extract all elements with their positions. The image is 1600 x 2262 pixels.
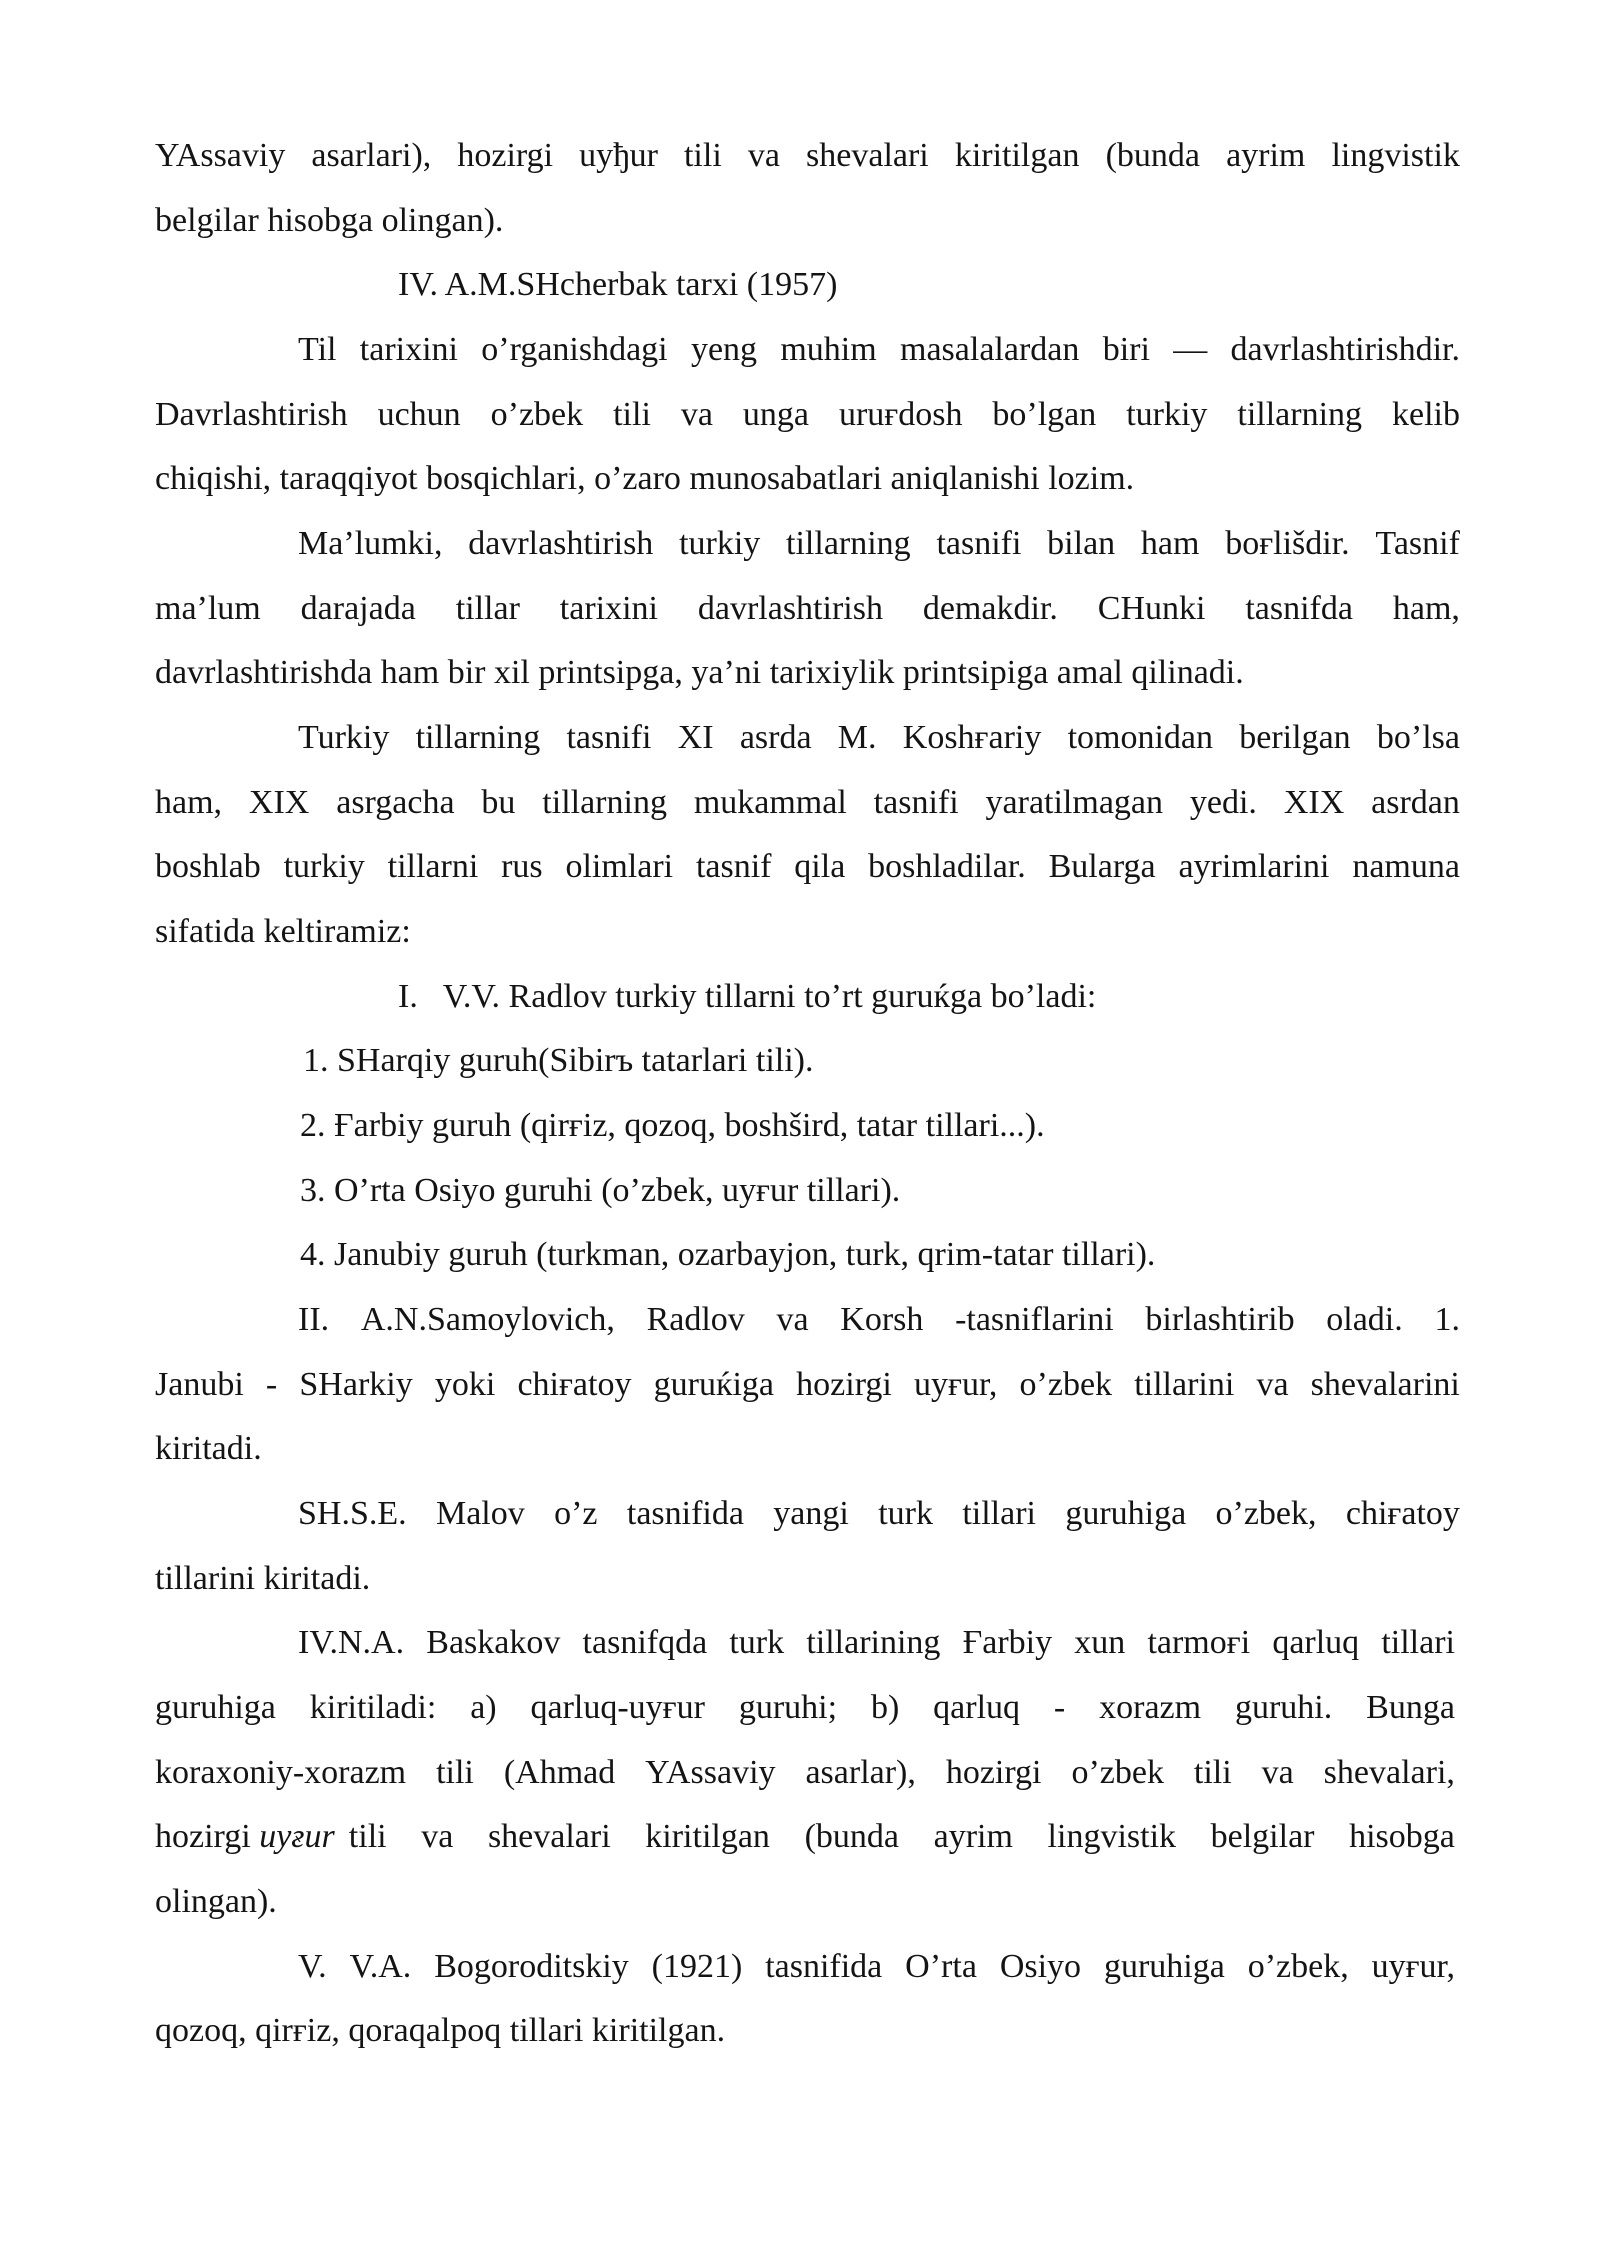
list-heading: I. V.V. Radlov turkiy tillarni to’rt guruќga bo’ladi: xyxy=(398,978,1097,1015)
text-line: IV.N.A. Baskakov tasnifqda turk tillarining Ғarbiy xun tarmoғi qarluq tillari xyxy=(298,1624,1455,1661)
list-item: 3. O’rta Osiyo guruhi (o’zbek, uyғur tillari). xyxy=(300,1172,901,1209)
text-line: Turkiy tillarning tasnifi XI asrda M. Koshғariy tomonidan berilgan bo’lsa xyxy=(298,719,1460,756)
text-line: guruhiga kiritiladi: a) qarluq-uyғur guruhi; b) qarluq - xorazm guruhi. Bunga xyxy=(155,1689,1455,1726)
list-item: 2. Ғarbiy guruh (qirғiz, qozoq, boshšird, tatar tillari...). xyxy=(300,1107,1045,1144)
text-line: SH.S.E. Malov o’z tasnifida yangi turk tillari guruhiga o’zbek, chiғatoy xyxy=(298,1495,1460,1532)
text-segment: tili va shevalari kiritilgan (bunda ayrim lingvistik belgilar hisobga xyxy=(348,1818,1455,1855)
text-line-mixed xyxy=(155,1817,1455,1857)
text-line: Davrlashtirish uchun o’zbek tili va unga uruғdosh bo’lgan turkiy tillarning kelib xyxy=(155,396,1460,433)
text-line: YAssaviy asarlari), hozirgi uyђur tili va shevalari kiritilgan (bunda ayrim lingvistik xyxy=(155,137,1460,174)
italic-word: uyғur xyxy=(259,1818,335,1855)
text-line: qozoq, qirғiz, qoraqalpoq tillari kiritilgan. xyxy=(155,2012,726,2049)
list-item: 1. SHarqiy guruh(Sibirъ tatarlari tili). xyxy=(303,1042,814,1079)
text-line: V. V.A. Bogoroditskiy (1921) tasnifida O’rta Osiyo guruhiga o’zbek, uyғur, xyxy=(298,1948,1455,1985)
text-line: ma’lum darajada tillar tarixini davrlashtirish demakdir. CHunki tasnifda ham, xyxy=(155,590,1460,627)
text-line: boshlab turkiy tillarni rus olimlari tasnif qila boshladilar. Bularga ayrimlarini namuna xyxy=(155,848,1460,885)
section-heading: IV. A.M.SHcherbak tarxi (1957) xyxy=(398,266,838,303)
text-line: koraxoniy-xorazm tili (Ahmad YAssaviy asarlar), hozirgi o’zbek tili va shevalari, xyxy=(155,1754,1455,1791)
text-line: II. A.N.Samoylovich, Radlov va Korsh -tasniflarini birlashtirib oladi. 1. xyxy=(298,1301,1460,1338)
text-line: chiqishi, taraqqiyot bosqichlari, o’zaro munosabatlari aniqlanishi lozim. xyxy=(155,460,1135,497)
text-line: olingan). xyxy=(155,1883,277,1920)
text-line: belgilar hisobga olingan). xyxy=(155,202,504,239)
text-line: sifatida keltiramiz: xyxy=(155,913,411,950)
list-item: 4. Janubiy guruh (turkman, ozarbayjon, turk, qrim-tatar tillari). xyxy=(300,1236,1156,1273)
text-line: ham, XIX asrgacha bu tillarning mukammal tasnifi yaratilmagan yedi. XIX asrdan xyxy=(155,784,1460,821)
text-line: Janubi - SHarkiy yoki chiғatoy guruќiga hozirgi uyғur, o’zbek tillarini va shevalarini xyxy=(155,1366,1460,1403)
text-line: kiritadi. xyxy=(155,1430,262,1467)
text-line: Ma’lumki, davrlashtirish turkiy tillarning tasnifi bilan ham boғlišdir. Tasnif xyxy=(298,525,1460,562)
text-line: Til tarixini o’rganishdagi yeng muhim masalalardan biri — davrlashtirishdir. xyxy=(298,331,1460,368)
text-line: davrlashtirishda ham bir xil printsipga, ya’ni tarixiylik printsipiga amal qilinadi. xyxy=(155,654,1244,691)
text-line: tillarini kiritadi. xyxy=(155,1560,371,1597)
text-segment: hozirgi xyxy=(155,1818,260,1855)
